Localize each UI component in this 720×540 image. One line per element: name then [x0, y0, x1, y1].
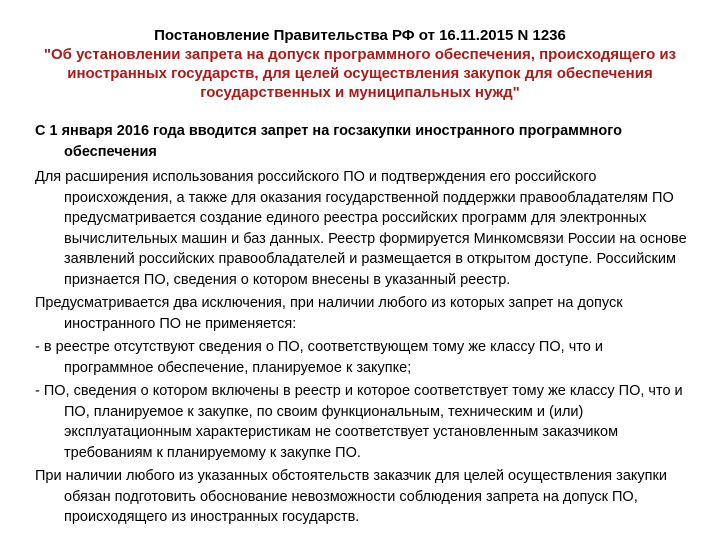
paragraph-justification: При наличии любого из указанных обстоятельств заказчик для целей осуществления закупки обязан подготовить обоснование невозможности соблюдения запрета на допуск ПО, происходящего из иностранных государств.	[35, 468, 667, 525]
paragraph-registry: Для расширения использования российского ПО и подтверждения его российского происхождения, а также для оказания государственной поддержки правообладателям ПО предусматривается создание единого реестра российских программ для электронных вычислительных машин и баз данных. Реестр формируется Минкомсвязи России на основе заявлений российских правообладателей и размещается в открытом доступе. Российским признается ПО, сведения о котором внесены в указанный реестр.	[35, 169, 687, 288]
document-title: Постановление Правительства РФ от 16.11.2015 N 1236	[154, 27, 566, 44]
lead-paragraph: С 1 января 2016 года вводится запрет на госзакупки иностранного программного обеспечения	[35, 123, 622, 160]
body-text	[35, 121, 695, 531]
document-subtitle: "Об установлении запрета на допуск программного обеспечения, происходящего из иностранных государств, для целей осуществления закупок для обеспечения государственных и муниципальных нужд"	[43, 46, 677, 101]
title-block	[20, 26, 700, 102]
paragraph-exception-2: - ПО, сведения о котором включены в реестр и которое соответствует тому же классу ПО, что и ПО, планируемое к закупке, по своим функциональным, техническим и (или) эксплуатационным характеристикам не соответствует установленным заказчиком требованиям к планируемому к закупке ПО.	[35, 383, 683, 461]
paragraph-exceptions: Предусматривается два исключения, при наличии любого из которых запрет на допуск иностранного ПО не применяется:	[35, 295, 623, 332]
paragraph-exception-1: - в реестре отсутствуют сведения о ПО, соответствующем тому же классу ПО, что и программное обеспечение, планируемое к закупке;	[35, 339, 603, 376]
